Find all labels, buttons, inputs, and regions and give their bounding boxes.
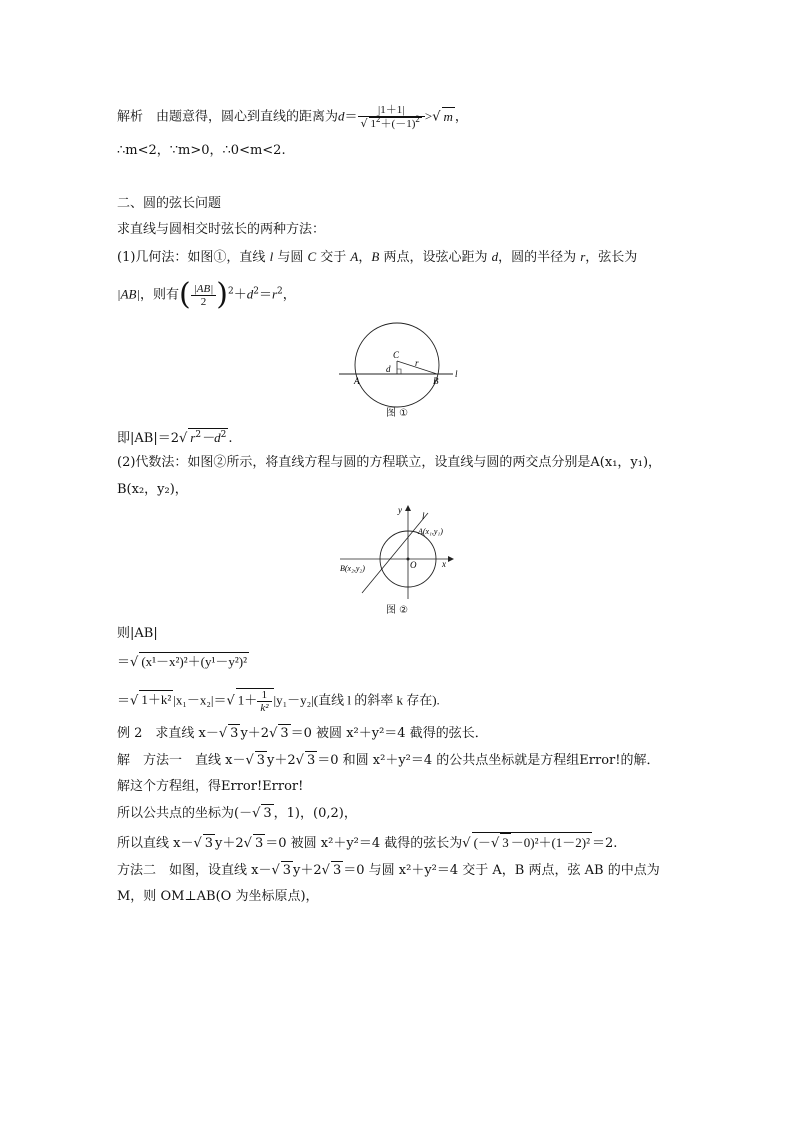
fraction-numerator: |AB| xyxy=(191,283,217,296)
text-a: 解 方法一 直线 x－ xyxy=(117,753,246,768)
comma: ， xyxy=(282,287,296,303)
text-a: 即|AB|＝2 xyxy=(117,431,179,446)
text-c: ＝0 被圆 x²＋y²＝4 截得的弦长． xyxy=(290,726,488,741)
y-arrow xyxy=(405,505,411,511)
half-chord-fraction xyxy=(191,283,217,308)
den-part-b: ＋(－1) xyxy=(380,118,416,130)
label-A: A(x₁,y₁) xyxy=(418,527,443,536)
text-a: 所以直线 x－ xyxy=(117,836,194,851)
sqrt-3: 3 xyxy=(502,835,509,850)
var-d: d xyxy=(338,108,345,124)
chord-result-line: 所以直线 x－√ 3 y＋2√ 3 ＝0 被圆 x²＋y²＝4 截得的弦长为√ (－√ 3 －0)²＋(1－2)² ＝2. xyxy=(117,832,617,853)
minus-d: －d xyxy=(201,430,221,445)
analysis-text: 解析 由题意得，圆心到直线的距离为 xyxy=(117,109,339,125)
var-r: r xyxy=(190,430,196,445)
solve-system-line: 解这个方程组，得Error!Error! xyxy=(117,779,304,794)
radicand-a: (－ xyxy=(473,835,491,850)
text-a: 方法二 如图，设直线 x－ xyxy=(117,863,272,878)
text-e: 两点，设弦心距为 xyxy=(379,250,492,265)
fraction-denominator: 2 xyxy=(200,295,207,308)
var-B: B xyxy=(371,249,380,264)
sqrt-3: 3 xyxy=(204,836,214,851)
figure-1-caption: 图 ① xyxy=(386,408,409,419)
sqrt-3: 3 xyxy=(282,863,292,878)
text-b: y＋2 xyxy=(267,753,296,768)
method-one-line: 解 方法一 直线 x－√ 3 y＋2√ 3 ＝0 和圆 x²＋y²＝4 的公共点坐标就是方程组Error!的解． xyxy=(117,753,660,768)
figure-2-diagram xyxy=(336,503,456,603)
result-radicand: (－√ 3 －0)²＋(1－2)² xyxy=(472,832,592,853)
equals: ＝ xyxy=(117,693,131,709)
section-heading: 二、圆的弦长问题 xyxy=(117,196,222,211)
label-y: y xyxy=(398,505,402,515)
sqrt-3: 3 xyxy=(254,836,264,851)
label-C: C xyxy=(393,350,400,360)
method-two-line: 方法二 如图，设直线 x－√ 3 y＋2√ 3 ＝0 与圆 x²＋y²＝4 交于 A，B 两点，弦 AB 的中点为 xyxy=(117,863,660,878)
var-d: d xyxy=(246,286,254,302)
text-c: 交于 xyxy=(316,250,351,265)
var-r: r xyxy=(271,286,278,302)
sqrt-3: 3 xyxy=(280,726,289,741)
text-c: ＝0 和圆 x²＋y²＝4 的公共点坐标就是方程组Error!的解． xyxy=(317,753,660,768)
slope-formula-line: ＝√ 1＋k² |x₁－x₂|＝√ 1＋ $\frac{1}{\text{k²}}$ |y₁－y₂|(直线 l 的斜率 k 存在). xyxy=(117,689,440,714)
text-a: 例 2 求直线 x－ xyxy=(117,726,219,741)
label-l: l xyxy=(422,511,425,521)
example-2-line: 例 2 求直线 x－√ 3 y＋2√ 3 ＝0 被圆 x²＋y²＝4 截得的弦长． xyxy=(117,726,488,741)
fraction-denominator: √ $1^2+(-1)^2$ xyxy=(360,114,420,130)
algebraic-method-line: (2)代数法：如图②所示，将直线方程与圆的方程联立，设直线与圆的两交点分别是A(x₁，y₁)， xyxy=(117,455,662,470)
text-d: ， xyxy=(358,250,372,265)
label-d: d xyxy=(386,364,391,374)
label-r: r xyxy=(415,358,419,368)
den-part-a: 1 xyxy=(370,118,377,130)
var-r: r xyxy=(580,249,586,264)
label-x: x xyxy=(442,559,446,569)
common-points-line: 所以公共点的坐标为(－√ 3 ，1)，(0,2)， xyxy=(117,806,357,821)
conclusion-line: ∴m<2，∵m>0，∴0<m<2. xyxy=(117,143,286,158)
var-l: l xyxy=(269,249,274,264)
sqrt-3: 3 xyxy=(230,726,239,741)
text-f: ，圆的半径为 xyxy=(498,250,581,265)
var-m: m xyxy=(443,108,453,124)
ab-length: |AB| xyxy=(117,286,141,302)
label-O: O xyxy=(410,560,417,570)
text-b: ，1)，(0,2)， xyxy=(273,806,357,821)
fraction-numerator: 1 xyxy=(257,689,271,702)
greater-than: > xyxy=(424,108,433,124)
var-C: C xyxy=(307,249,317,264)
analysis-line: 解析 由题意得，圆心到直线的距离为d＝ $\frac{|1+1|}{√ 1^2+(-1)^2}$ >√ m ， xyxy=(117,104,468,130)
plus: ＋ xyxy=(233,287,247,303)
point-b-line: B(x₂，y₂)， xyxy=(117,482,188,497)
label-B: B(x₂,y₂) xyxy=(340,564,365,573)
radicand-2 xyxy=(236,688,274,714)
text-c: ＝0 与圆 x²＋y²＝4 交于 A，B 两点，弦 AB 的中点为 xyxy=(343,863,660,878)
pythagoras-line: |AB|，则有( $\frac{|AB|}{2}$ )$^2+d^2=r^2$， xyxy=(117,277,296,312)
sqrt-3: 3 xyxy=(332,863,342,878)
text-a: (1)几何法：如图①，直线 xyxy=(117,250,270,265)
text-g: ，弦长为 xyxy=(585,250,638,265)
var-d: d xyxy=(491,249,499,264)
distance-formula-line: ＝√ (x¹－x²)²＋(y¹－y²)² xyxy=(117,654,248,670)
figure-2-caption: 图 ② xyxy=(386,605,409,616)
equals: ＝ xyxy=(344,109,358,125)
text-b: ，则有 xyxy=(140,287,180,303)
text-b: y＋2 xyxy=(215,836,244,851)
chord-length-formula: 即|AB|＝2√ $r^2-d^2$ . xyxy=(117,430,233,446)
text-d: ＝2. xyxy=(592,836,618,851)
text-b: 与圆 xyxy=(273,250,308,265)
radicand-1: 1＋k² xyxy=(141,692,172,708)
methods-intro: 求直线与圆相交时弦长的两种方法： xyxy=(117,222,326,237)
text-c: ＝0 被圆 x²＋y²＝4 截得的弦长为 xyxy=(265,836,463,851)
label-l: l xyxy=(455,369,458,379)
sqrt-3: 3 xyxy=(306,753,316,768)
var-A: A xyxy=(350,249,359,264)
label-B: B xyxy=(433,376,439,386)
perpendicular-line: M，则 OM⊥AB(O 为坐标原点)， xyxy=(117,889,319,904)
ab-label-line: 则|AB| xyxy=(117,626,158,641)
text-c: |y₁－y₂|(直线 l 的斜率 k 存在). xyxy=(273,692,440,708)
right-angle-mark xyxy=(397,369,401,374)
geometric-method-line xyxy=(117,248,637,267)
text-a: 所以公共点的坐标为(－ xyxy=(117,806,253,821)
line-l xyxy=(362,513,428,593)
radicand-b: －0)²＋(1－2)² xyxy=(510,835,591,850)
equals: ＝ xyxy=(258,287,272,303)
radicand-2-a: 1＋ xyxy=(237,692,258,708)
label-A: A xyxy=(354,376,360,386)
equals: ＝ xyxy=(117,655,131,670)
sqrt-3: 3 xyxy=(256,753,266,768)
x-arrow xyxy=(448,556,454,562)
radicand: (x¹－x²)²＋(y¹－y²)² xyxy=(141,654,248,669)
comma: ， xyxy=(454,109,468,125)
fraction-denominator: k² xyxy=(260,702,269,714)
fraction-numerator: |1＋1| xyxy=(358,104,425,117)
text-b: y＋2 xyxy=(293,863,322,878)
sqrt-3: 3 xyxy=(263,806,272,821)
text-b: y＋2 xyxy=(240,726,270,741)
period: . xyxy=(228,431,233,446)
distance-fraction xyxy=(358,104,425,130)
text-b: |x₁－x₂|＝ xyxy=(173,692,227,708)
